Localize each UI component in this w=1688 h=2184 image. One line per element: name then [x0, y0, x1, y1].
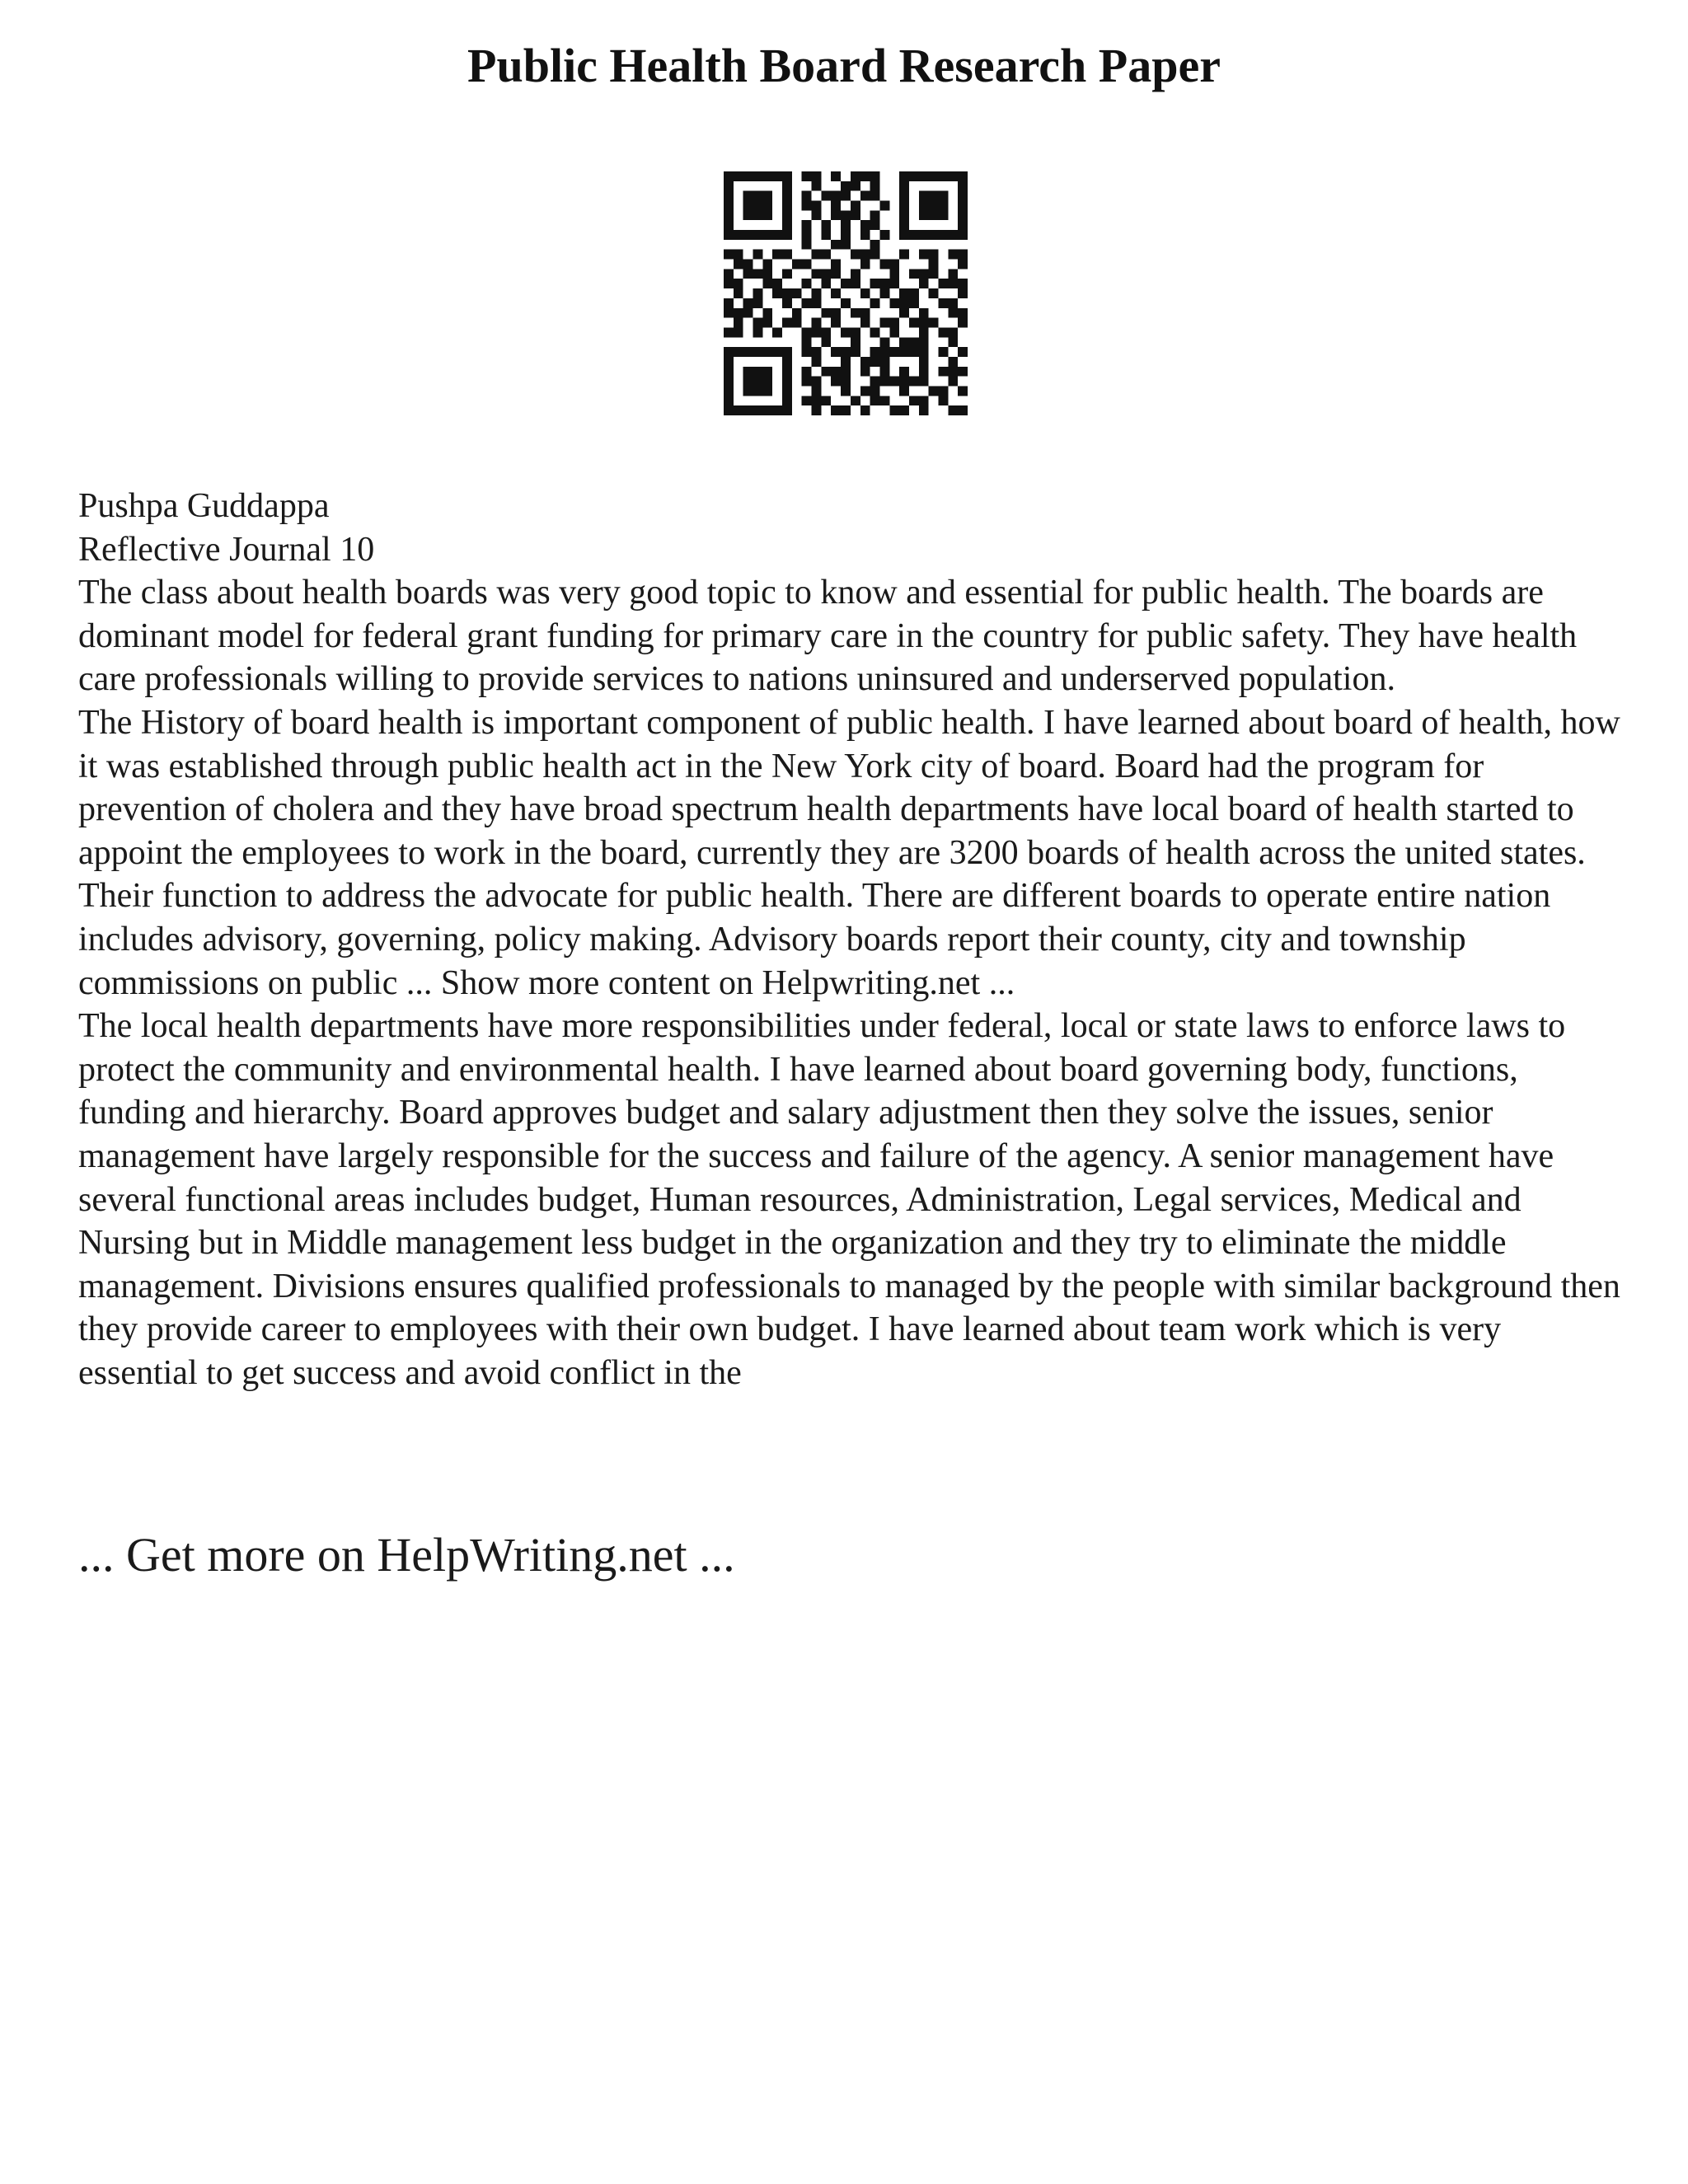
qr-code-icon — [724, 171, 968, 415]
journal-subtitle: Reflective Journal 10 — [78, 530, 375, 569]
document-title: Public Health Board Research Paper — [467, 39, 1221, 92]
paragraph-3: The local health departments have more responsibilities under federal, local or state laws to enforce laws to protect the community and environmental health. I have learned about board governing body, functions, funding and hierarchy. Board approves budget and salary adjustment then they solve the issues, senior management have largely responsible for the success and failure of the agency. A senior management have several functional areas includes budget, Human resources, Administration, Legal services, Medical and Nursing but in Middle management less budget in the organization and they try to eliminate the middle management. Divisions ensures qualified professionals to managed by the people with similar background then they provide career to employees with their own budget. I have learned about team work which is very essential to get success and avoid conflict in the — [78, 1007, 1620, 1392]
paragraph-2: The History of board health is important component of public health. I have learned about board of health, how it was established through public health act in the New York city of board. Board had the program for prevention of cholera and they have broad spectrum health departments have local board of health started to appoint the employees to work in the board, currently they are 3200 boards of health across the united states. Their function to address the advocate for public health. There are different boards to operate entire nation includes advisory, governing, policy making. Advisory boards report their county, city and township commissions on public ... Show more content on Helpwriting.net ... — [78, 703, 1620, 1002]
document-body — [78, 485, 1628, 1394]
author-name: Pushpa Guddappa — [78, 487, 330, 525]
get-more-link[interactable]: ... Get more on HelpWriting.net ... — [78, 1528, 735, 1582]
paragraph-1: The class about health boards was very good topic to know and essential for public health. The boards are dominant model for federal grant funding for primary care in the country for public safety. They have health care professionals willing to provide services to nations uninsured and underserved population. — [78, 574, 1578, 699]
